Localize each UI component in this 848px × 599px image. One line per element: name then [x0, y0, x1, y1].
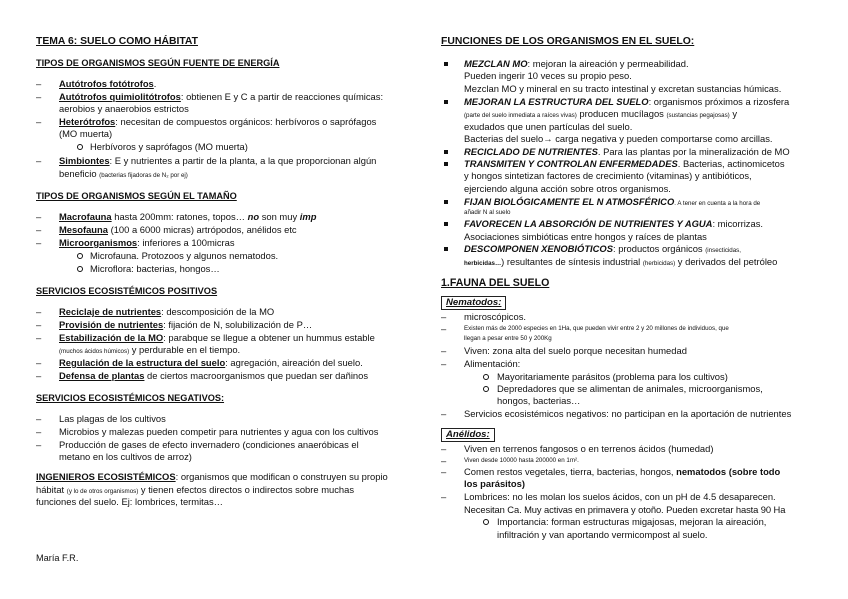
square-bullet-icon	[444, 222, 448, 226]
square-bullet-icon	[444, 100, 448, 104]
section-heading-energia: TIPOS DE ORGANISMOS SEGÚN FUENTE DE ENERGÍA	[36, 58, 280, 68]
square-bullet-icon	[444, 200, 448, 204]
square-bullet-icon	[444, 150, 448, 154]
section-heading-tamano: TIPOS DE ORGANISMOS SEGÚN EL TAMAÑO	[36, 191, 237, 201]
square-bullet-icon	[444, 62, 448, 66]
circle-bullet-icon	[483, 386, 489, 392]
author-signature: María F.R.	[36, 553, 79, 563]
square-bullet-icon	[444, 162, 448, 166]
nematodos-label: Nematodos:	[441, 296, 506, 310]
page-title: TEMA 6: SUELO COMO HÁBITAT	[36, 36, 199, 47]
section-heading-positivos: SERVICIOS ECOSISTÉMICOS POSITIVOS	[36, 286, 218, 296]
section-heading-negativos: SERVICIOS ECOSISTÉMICOS NEGATIVOS:	[36, 393, 225, 403]
circle-bullet-icon	[77, 144, 83, 150]
circle-bullet-icon	[483, 374, 489, 380]
circle-bullet-icon	[77, 253, 83, 259]
anelidos-label-wrap	[441, 428, 495, 442]
circle-bullet-icon	[77, 266, 83, 272]
fauna-title: 1.FAUNA DEL SUELO	[441, 277, 550, 289]
ingenieros-line: funciones del suelo. Ej: lombrices, termitas…	[36, 496, 224, 507]
ingenieros-line: hábitat (y lo de otros organismos) y tienen efectos directos o indirectos sobre muchas	[36, 484, 355, 495]
funciones-title: FUNCIONES DE LOS ORGANISMOS EN EL SUELO:	[441, 36, 695, 47]
nematodos-label-wrap	[441, 296, 506, 310]
anelidos-label: Anélidos:	[441, 428, 495, 442]
square-bullet-icon	[444, 247, 448, 251]
circle-bullet-icon	[483, 519, 489, 525]
ingenieros-paragraph: INGENIEROS ECOSISTÉMICOS: organismos que modifican o construyen su propio	[36, 471, 388, 482]
